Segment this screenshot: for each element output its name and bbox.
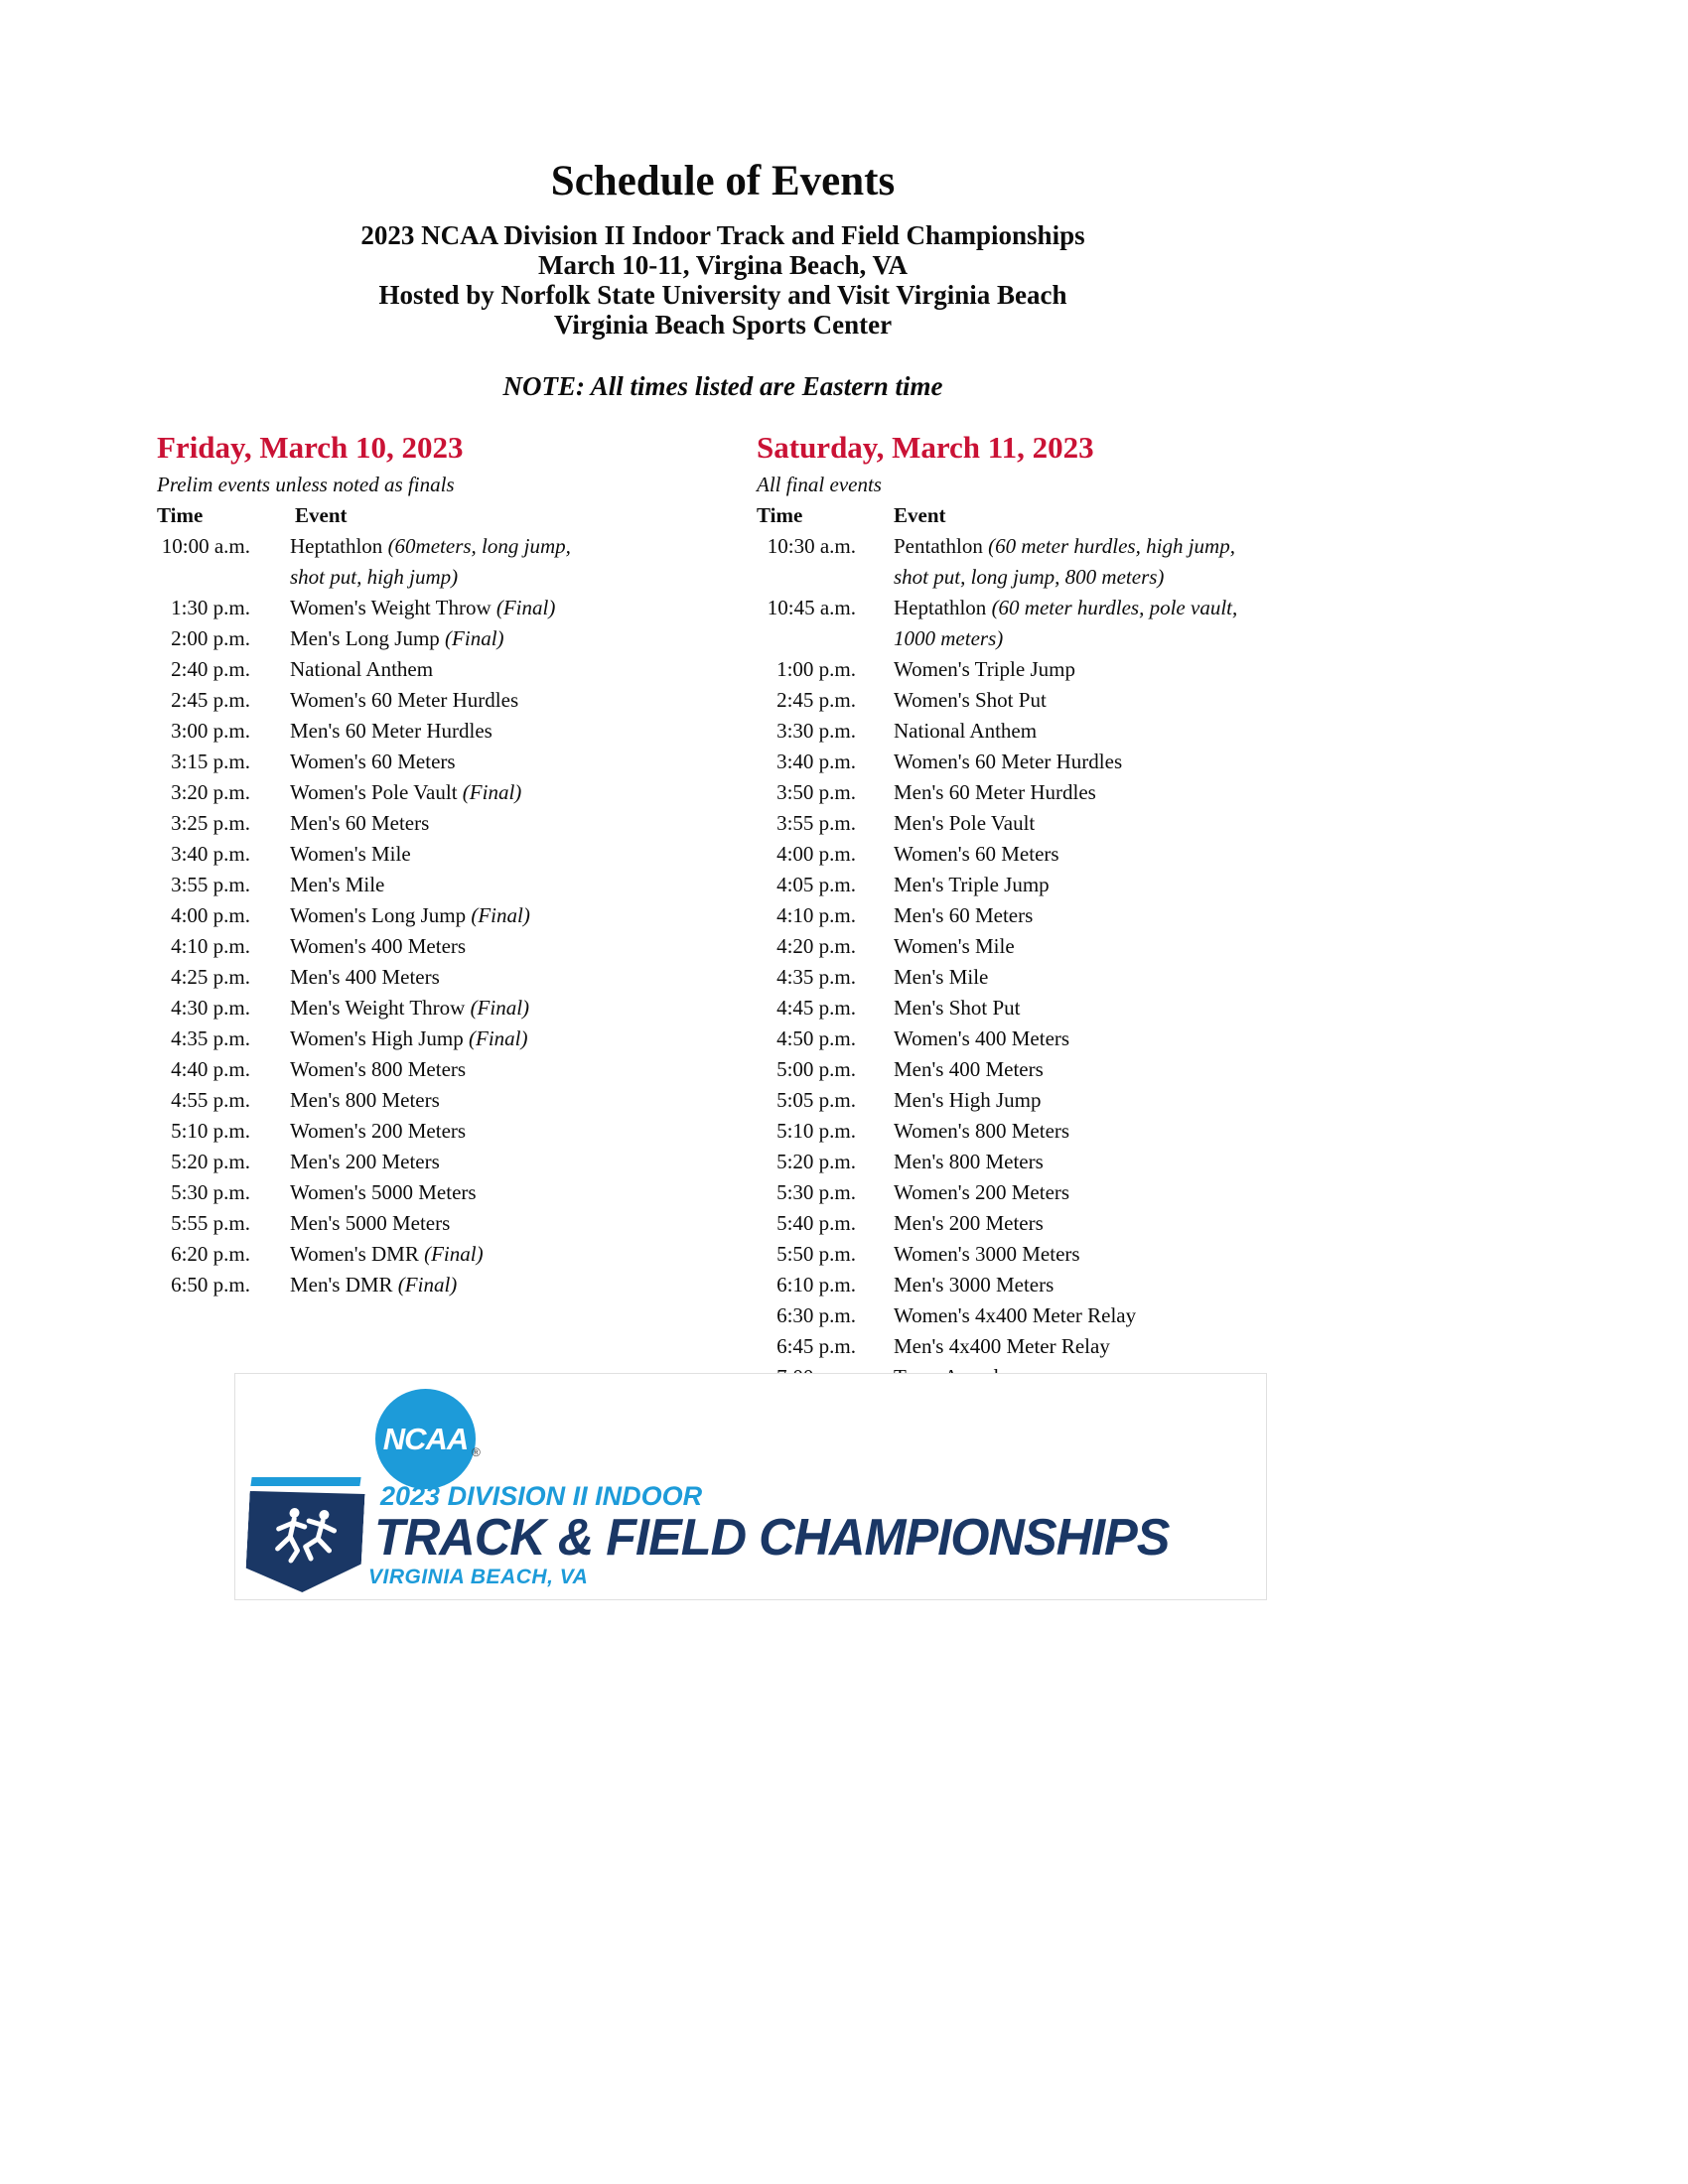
event-time: 5:30 p.m. (776, 1180, 856, 1204)
pennant-banner (244, 1491, 364, 1592)
event-name: Women's 400 Meters (290, 934, 467, 958)
event-time: 6:10 p.m. (776, 1273, 856, 1297)
subtitle-dates-location: March 10-11, Virgina Beach, VA (537, 250, 908, 280)
event-name: Men's 60 Meter Hurdles (290, 719, 492, 743)
event-time: 3:30 p.m. (776, 719, 856, 743)
event-time: 5:10 p.m. (776, 1119, 856, 1143)
event-time: 4:45 p.m. (776, 996, 856, 1020)
event-time: 4:35 p.m. (776, 965, 856, 989)
schedule-row (757, 1300, 1352, 1331)
schedule-row (157, 1024, 753, 1054)
schedule-row (157, 716, 753, 747)
event-time: 4:35 p.m. (171, 1026, 250, 1050)
schedule-row (757, 1177, 1352, 1208)
schedule-row (757, 716, 1352, 747)
schedule-row (157, 870, 753, 900)
event-name: Men's Triple Jump (894, 873, 1050, 896)
schedule-row (157, 1085, 753, 1116)
event-name: Women's 800 Meters (290, 1057, 467, 1081)
document-header (0, 159, 1446, 401)
event-time: 2:40 p.m. (171, 657, 250, 681)
schedule-row (157, 1054, 753, 1085)
event-time: 10:45 a.m. (767, 596, 856, 619)
event-name: Men's DMR (Final) (290, 1273, 458, 1297)
schedule-row (757, 1239, 1352, 1270)
subtitle-championships: 2023 NCAA Division II Indoor Track and Field Championships (360, 220, 1085, 250)
event-time: 5:55 p.m. (171, 1211, 250, 1235)
event-column-header: Event (295, 503, 348, 527)
page-title: Schedule of Events (550, 158, 896, 205)
schedule-row (757, 900, 1352, 931)
event-time: 1:30 p.m. (171, 596, 250, 619)
event-time: 1:00 p.m. (776, 657, 856, 681)
schedule-row (157, 1239, 753, 1270)
event-time: 5:30 p.m. (171, 1180, 250, 1204)
schedule-row (757, 654, 1352, 685)
runners-icon (265, 1503, 346, 1569)
logo-division-line: 2023 DIVISION II INDOOR (380, 1481, 703, 1511)
event-name: Men's 4x400 Meter Relay (894, 1334, 1110, 1358)
event-name: Men's 3000 Meters (894, 1273, 1055, 1297)
event-time: 3:00 p.m. (171, 719, 250, 743)
event-name: Men's High Jump (894, 1088, 1042, 1112)
event-name: Men's 60 Meter Hurdles (894, 780, 1096, 804)
event-name: Men's Weight Throw (Final) (290, 996, 530, 1020)
event-time: 2:00 p.m. (171, 626, 250, 650)
event-time: 3:20 p.m. (171, 780, 250, 804)
event-time: 5:20 p.m. (776, 1150, 856, 1173)
event-name: National Anthem (894, 719, 1038, 743)
event-name: Men's Mile (290, 873, 385, 896)
event-name: Women's Long Jump (Final) (290, 903, 530, 927)
event-name: Men's Mile (894, 965, 989, 989)
event-time: 4:00 p.m. (171, 903, 250, 927)
schedule-row (757, 1270, 1352, 1300)
event-name: Heptathlon (60 meter hurdles, pole vault, 1000 meters) (894, 596, 1238, 650)
schedule-row (157, 685, 753, 716)
schedule-row (157, 1147, 753, 1177)
schedule-row (757, 870, 1352, 900)
event-time: 4:10 p.m. (171, 934, 250, 958)
event-time: 5:05 p.m. (776, 1088, 856, 1112)
event-time: 10:00 a.m. (161, 534, 250, 558)
schedule-row (157, 839, 753, 870)
event-name: Women's DMR (Final) (290, 1242, 484, 1266)
event-name: Women's 400 Meters (894, 1026, 1070, 1050)
event-name: Women's Triple Jump (894, 657, 1075, 681)
schedule-row (157, 962, 753, 993)
event-name: Men's 60 Meters (290, 811, 430, 835)
event-name: Women's 60 Meters (290, 750, 456, 773)
event-time: 4:25 p.m. (171, 965, 250, 989)
event-name: Women's 60 Meter Hurdles (290, 688, 519, 712)
day-subheading-friday: Prelim events unless noted as finals (157, 473, 455, 496)
event-time: 3:40 p.m. (776, 750, 856, 773)
pennant-stripe (250, 1477, 360, 1486)
timezone-note: NOTE: All times listed are Eastern time (502, 371, 943, 401)
event-time: 5:40 p.m. (776, 1211, 856, 1235)
event-name: Men's 800 Meters (894, 1150, 1044, 1173)
event-time: 3:40 p.m. (171, 842, 250, 866)
schedule-row (157, 777, 753, 808)
event-time: 6:45 p.m. (776, 1334, 856, 1358)
event-column-header: Event (894, 503, 946, 527)
schedule-row (757, 808, 1352, 839)
schedule-row (157, 1116, 753, 1147)
schedule-row (757, 777, 1352, 808)
event-time: 4:20 p.m. (776, 934, 856, 958)
schedule-row (757, 747, 1352, 777)
event-time: 4:30 p.m. (171, 996, 250, 1020)
event-name: Heptathlon (60meters, long jump, shot put, high jump) (290, 534, 571, 589)
event-name: Women's 3000 Meters (894, 1242, 1080, 1266)
saturday-rows (757, 531, 1352, 1393)
schedule-row (157, 931, 753, 962)
event-time: 10:30 a.m. (767, 534, 856, 558)
event-name: Women's 4x400 Meter Relay (894, 1303, 1137, 1327)
schedule-row (757, 1116, 1352, 1147)
friday-rows (157, 531, 753, 1300)
event-time: 4:05 p.m. (776, 873, 856, 896)
event-time: 2:45 p.m. (171, 688, 250, 712)
schedule-row (757, 962, 1352, 993)
event-name: Women's Mile (290, 842, 411, 866)
event-time: 3:55 p.m. (171, 873, 250, 896)
event-name: Women's 5000 Meters (290, 1180, 477, 1204)
event-name: Women's Shot Put (894, 688, 1047, 712)
subtitle-hosts: Hosted by Norfolk State University and Visit Virginia Beach (378, 280, 1067, 310)
event-name: Women's 200 Meters (290, 1119, 467, 1143)
event-time: 3:50 p.m. (776, 780, 856, 804)
schedule-row (757, 1024, 1352, 1054)
event-time: 6:30 p.m. (776, 1303, 856, 1327)
championship-logo (234, 1373, 1267, 1600)
event-name: Women's 60 Meter Hurdles (894, 750, 1123, 773)
event-time: 4:55 p.m. (171, 1088, 250, 1112)
event-time: 4:10 p.m. (776, 903, 856, 927)
schedule-row (157, 654, 753, 685)
time-column-header: Time (757, 503, 803, 527)
schedule-row (757, 839, 1352, 870)
event-time: 5:50 p.m. (776, 1242, 856, 1266)
day-heading-saturday: Saturday, March 11, 2023 (757, 430, 1094, 465)
schedule-row (157, 531, 753, 593)
day-subheading-saturday: All final events (757, 473, 882, 496)
event-name: Men's 200 Meters (290, 1150, 440, 1173)
ncaa-logo-text: NCAA (382, 1421, 469, 1456)
event-time: 3:55 p.m. (776, 811, 856, 835)
event-name: Men's Pole Vault (894, 811, 1036, 835)
event-name: Men's Shot Put (894, 996, 1021, 1020)
table-header-row (157, 500, 753, 531)
event-name: Men's Long Jump (Final) (290, 626, 504, 650)
logo-location-line: VIRGINIA BEACH, VA (368, 1566, 589, 1588)
event-time: 5:10 p.m. (171, 1119, 250, 1143)
schedule-row (757, 993, 1352, 1024)
registered-trademark-symbol: ® (472, 1445, 481, 1459)
event-time: 3:25 p.m. (171, 811, 250, 835)
schedule-row (157, 623, 753, 654)
event-name: Men's 400 Meters (894, 1057, 1044, 1081)
event-name: Women's 60 Meters (894, 842, 1059, 866)
friday-schedule-column (157, 430, 753, 1300)
schedule-row (157, 993, 753, 1024)
event-name: Women's Pole Vault (Final) (290, 780, 522, 804)
event-name: National Anthem (290, 657, 434, 681)
schedule-row (757, 931, 1352, 962)
event-name: Men's 60 Meters (894, 903, 1034, 927)
event-name: Men's 400 Meters (290, 965, 440, 989)
event-name: Women's High Jump (Final) (290, 1026, 528, 1050)
event-name: Men's 5000 Meters (290, 1211, 451, 1235)
time-column-header: Time (157, 503, 204, 527)
schedule-row (157, 808, 753, 839)
schedule-row (157, 1177, 753, 1208)
event-time: 5:00 p.m. (776, 1057, 856, 1081)
table-header-row (757, 500, 1352, 531)
event-time: 4:00 p.m. (776, 842, 856, 866)
logo-title-line: TRACK & FIELD CHAMPIONSHIPS (374, 1509, 1170, 1567)
schedule-row (157, 1208, 753, 1239)
schedule-row (757, 1085, 1352, 1116)
event-time: 3:15 p.m. (171, 750, 250, 773)
schedule-row (757, 593, 1352, 654)
schedule-row (157, 747, 753, 777)
event-name: Women's 200 Meters (894, 1180, 1070, 1204)
schedule-row (757, 1054, 1352, 1085)
event-name: Women's Weight Throw (Final) (290, 596, 556, 619)
subtitle-venue: Virginia Beach Sports Center (553, 310, 893, 340)
schedule-row (157, 1270, 753, 1300)
event-name: Men's 200 Meters (894, 1211, 1044, 1235)
schedule-row (157, 593, 753, 623)
event-name: Pentathlon (60 meter hurdles, high jump, shot put, long jump, 800 meters) (894, 534, 1235, 589)
schedule-row (757, 1147, 1352, 1177)
event-time: 4:50 p.m. (776, 1026, 856, 1050)
schedule-row (757, 531, 1352, 593)
ncaa-logo-icon (375, 1389, 476, 1489)
event-time: 6:20 p.m. (171, 1242, 250, 1266)
event-name: Women's 800 Meters (894, 1119, 1070, 1143)
event-time: 5:20 p.m. (171, 1150, 250, 1173)
schedule-row (757, 685, 1352, 716)
schedule-row (757, 1208, 1352, 1239)
saturday-schedule-column (757, 430, 1352, 1393)
event-time: 6:50 p.m. (171, 1273, 250, 1297)
event-time: 2:45 p.m. (776, 688, 856, 712)
event-time: 4:40 p.m. (171, 1057, 250, 1081)
event-name: Women's Mile (894, 934, 1015, 958)
schedule-row (157, 900, 753, 931)
event-name: Men's 800 Meters (290, 1088, 440, 1112)
day-heading-friday: Friday, March 10, 2023 (157, 430, 464, 465)
schedule-row (757, 1331, 1352, 1362)
